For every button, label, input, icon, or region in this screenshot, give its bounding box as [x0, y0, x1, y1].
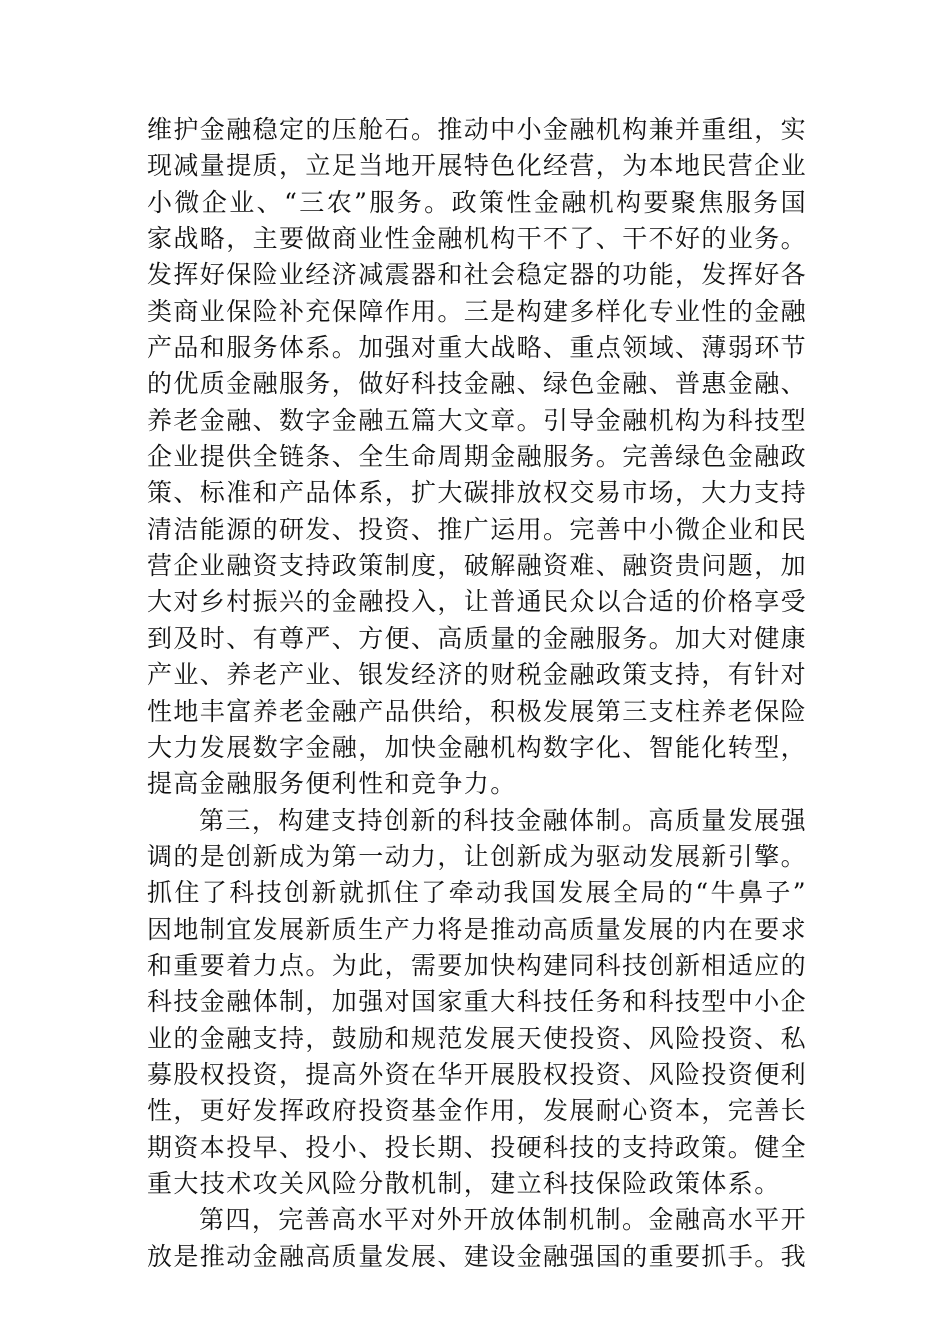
text-line: 提高金融服务便利性和竞争力。 — [147, 769, 517, 799]
text-line: 大力发展数字金融，加快金融机构数字化、智能化转型， — [147, 732, 808, 762]
text-line: 因地制宜发展新质生产力将是推动高质量发展的内在要求 — [147, 914, 808, 944]
text-line: 到及时、有尊严、方便、高质量的金融服务。加大对健康 — [147, 623, 808, 653]
text-line: 企业提供全链条、全生命周期金融服务。完善绿色金融政 — [147, 442, 808, 472]
text-line: 家战略，主要做商业性金融机构干不了、干不好的业务。 — [147, 224, 808, 254]
text-line: 大对乡村振兴的金融投入，让普通民众以合适的价格享受 — [147, 587, 808, 617]
text-line: 清洁能源的研发、投资、推广运用。完善中小微企业和民 — [147, 514, 808, 544]
text-line: 策、标准和产品体系，扩大碳排放权交易市场，大力支持 — [147, 478, 808, 508]
text-line: 小微企业、“三农”服务。政策性金融机构要聚焦服务国 — [147, 187, 807, 217]
text-line: 营企业融资支持政策制度，破解融资难、融资贵问题，加 — [147, 551, 808, 581]
text-line: 重大技术攻关风险分散机制，建立科技保险政策体系。 — [147, 1168, 781, 1198]
text-line: 业的金融支持，鼓励和规范发展天使投资、风险投资、私 — [147, 1023, 808, 1053]
paragraph-first-line: 第四，完善高水平对外开放体制机制。金融高水平开 — [199, 1205, 807, 1235]
text-line: 发挥好保险业经济减震器和社会稳定器的功能，发挥好各 — [147, 260, 808, 290]
text-line: 性，更好发挥政府投资基金作用，发展耐心资本，完善长 — [147, 1096, 808, 1126]
text-line: 现减量提质，立足当地开展特色化经营，为本地民营企业 — [147, 151, 808, 181]
paragraph-first-line: 第三，构建支持创新的科技金融体制。高质量发展强 — [199, 805, 807, 835]
text-line: 和重要着力点。为此，需要加快构建同科技创新相适应的 — [147, 950, 808, 980]
text-line: 类商业保险补充保障作用。三是构建多样化专业性的金融 — [147, 296, 808, 326]
text-line: 养老金融、数字金融五篇大文章。引导金融机构为科技型 — [147, 405, 808, 435]
text-line: 调的是创新成为第一动力，让创新成为驱动发展新引擎。 — [147, 841, 808, 871]
text-line: 期资本投早、投小、投长期、投硬科技的支持政策。健全 — [147, 1132, 808, 1162]
text-line: 的优质金融服务，做好科技金融、绿色金融、普惠金融、 — [147, 369, 808, 399]
text-line: 募股权投资，提高外资在华开展股权投资、风险投资便利 — [147, 1059, 808, 1089]
body-text — [147, 112, 807, 1275]
text-line: 维护金融稳定的压舱石。推动中小金融机构兼并重组，实 — [147, 115, 808, 144]
text-line: 抓住了科技创新就抓住了牵动我国发展全局的“牛鼻子” — [147, 878, 807, 908]
text-line: 放是推动金融高质量发展、建设金融强国的重要抓手。我 — [147, 1241, 808, 1271]
text-line: 科技金融体制，加强对国家重大科技任务和科技型中小企 — [147, 987, 808, 1017]
text-line: 产业、养老产业、银发经济的财税金融政策支持，有针对 — [147, 660, 808, 690]
text-line: 产品和服务体系。加强对重大战略、重点领域、薄弱环节 — [147, 333, 808, 363]
text-line: 性地丰富养老金融产品供给，积极发展第三支柱养老保险 — [147, 696, 808, 726]
